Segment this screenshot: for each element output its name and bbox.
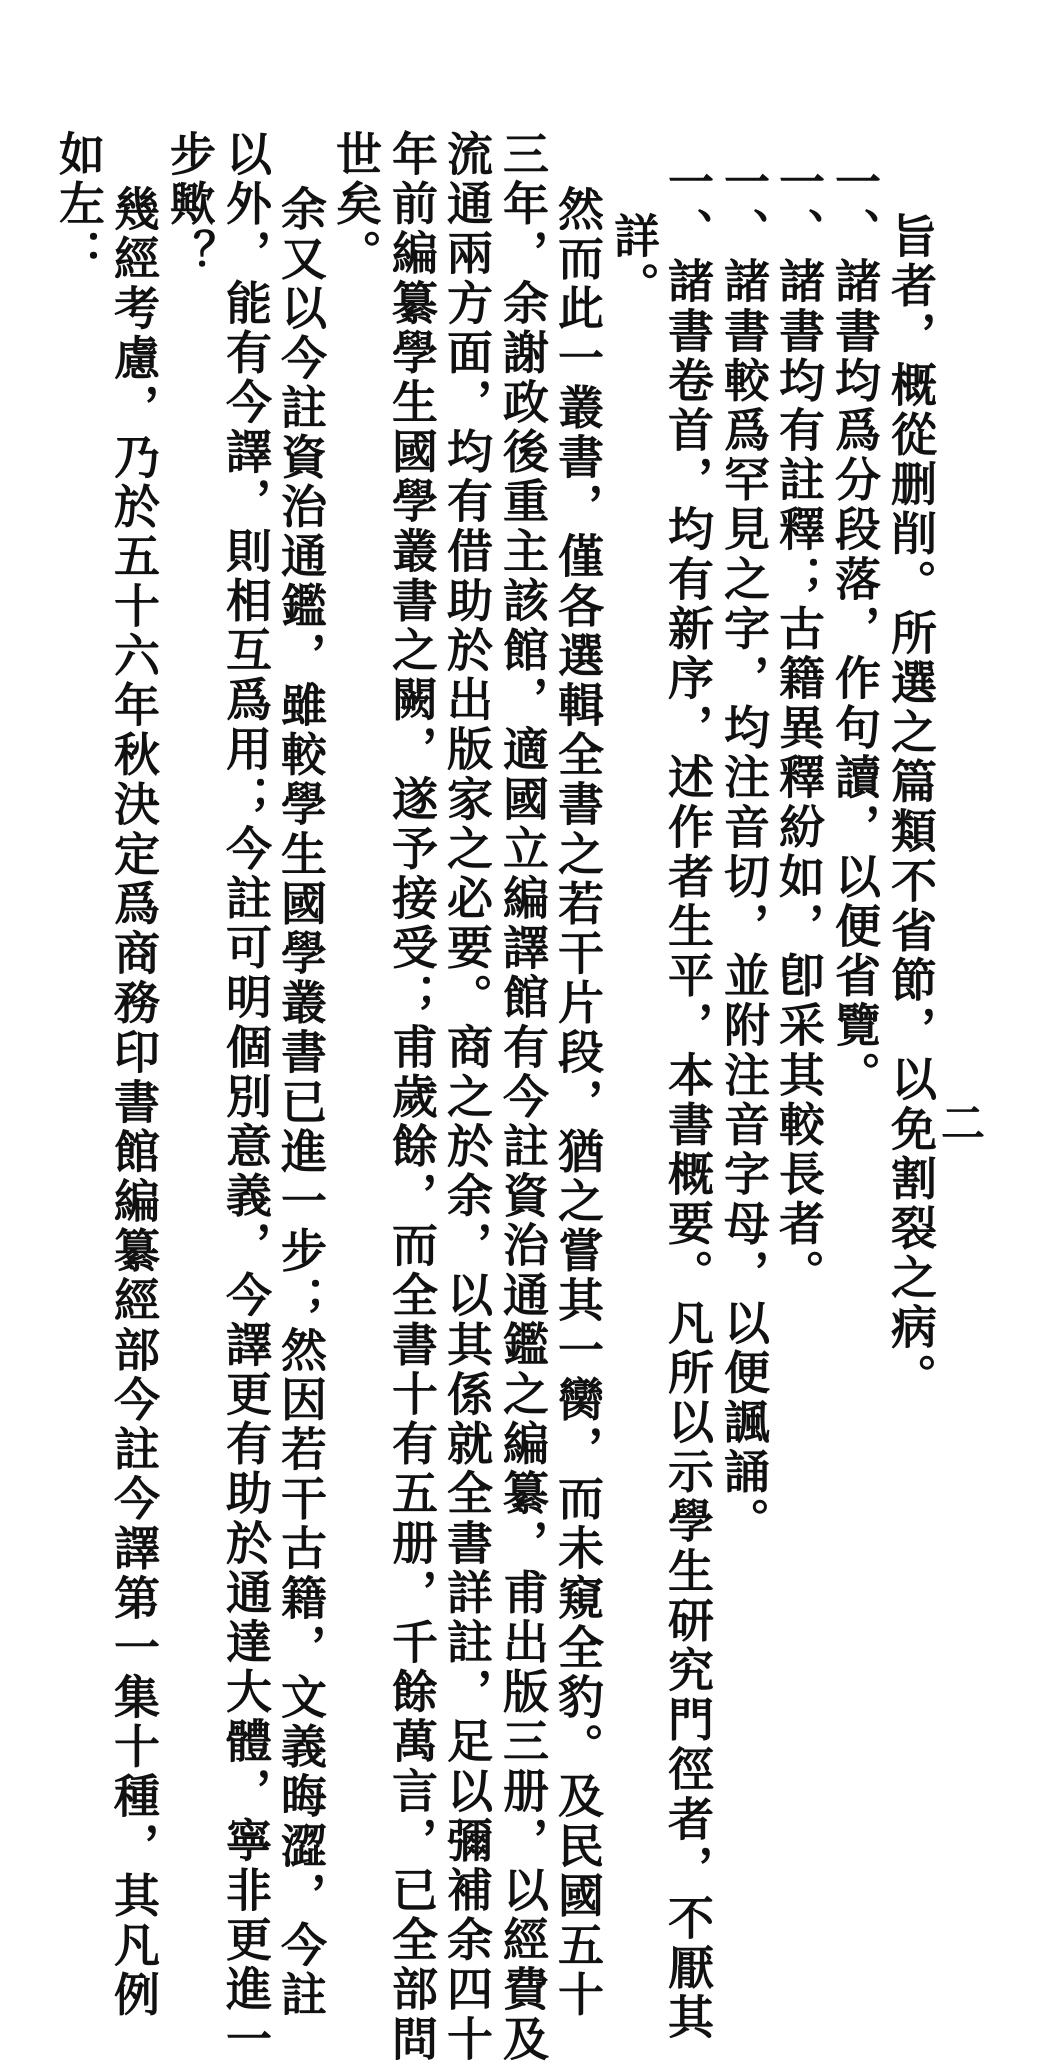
text-column: 一、諸書卷首，均有新序，述作者生平，本書概要。凡所以示學生研究門徑者，不厭其 xyxy=(661,158,715,2043)
text-column: 以外，能有今譯，則相互爲用；今註可明個別意義，今譯更有助於通達大體，寧非更進一 xyxy=(219,130,273,2064)
text-column: 余又以今註資治通鑑，雖較學生國學叢書已進一步；然因若干古籍，文義晦澀，今註 xyxy=(274,185,328,2021)
page-number: 二 xyxy=(933,1100,984,1144)
text-column: 幾經考慮，乃於五十六年秋決定爲商務印書館編纂經部今註今譯第一集十種，其凡例 xyxy=(107,185,161,2021)
text-column: 詳。 xyxy=(607,212,661,312)
text-column: 流通兩方面，均有借助於出版家之必要。商之於余，以其係就全書詳註，足以彌補余四十 xyxy=(440,130,494,2064)
text-column: 步歟？ xyxy=(163,130,217,279)
text-column: 世矣。 xyxy=(329,130,383,279)
text-column: 如左： xyxy=(52,130,106,279)
text-column: 一、諸書均爲分段落，作句讀，以便省覽。 xyxy=(828,158,882,1101)
text-column: 一、諸書較爲罕見之字，均注音切，並附注音字母，以便諷誦。 xyxy=(717,158,771,1547)
text-column: 年前編纂學生國學叢書之闕，遂予接受；甫歲餘，而全書十有五册，千餘萬言，已全部問 xyxy=(385,130,439,2064)
text-column: 三年，余謝政後重主該館，適國立編譯館有今註資治通鑑之編纂，甫出版三册，以經費及 xyxy=(496,130,550,2064)
text-column: 一、諸書均有註釋；古籍異釋紛如，卽采其較長者。 xyxy=(772,158,826,1299)
text-column: 然而此一叢書，僅各選輯全書之若干片段，猶之嘗其一臠，而未窺全豹。及民國五十 xyxy=(551,185,605,2021)
text-column: 旨者，概從删削。所選之篇類不省節，以免割裂之病。 xyxy=(884,212,938,1403)
